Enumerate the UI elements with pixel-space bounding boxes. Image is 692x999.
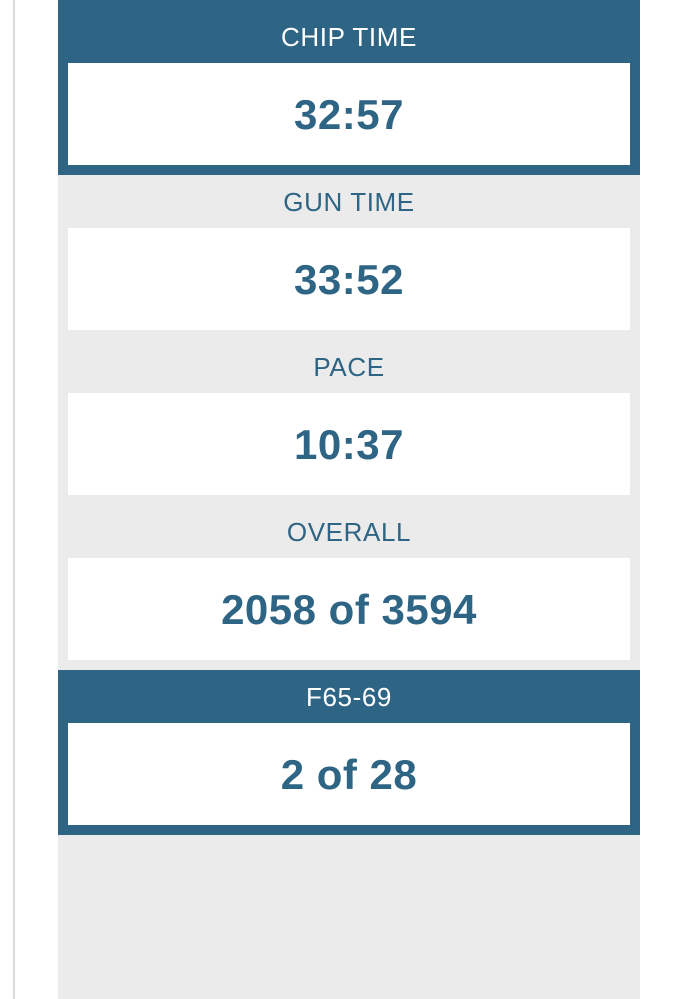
stat-block-overall xyxy=(58,505,640,670)
stat-value-wrap-pace xyxy=(58,393,640,505)
stat-block-gun-time xyxy=(58,175,640,340)
stat-value-age-group: 2 of 28 xyxy=(68,723,630,825)
stat-value-chip-time: 32:57 xyxy=(68,63,630,165)
stat-label-overall: OVERALL xyxy=(286,517,412,547)
stat-value-wrap-gun-time xyxy=(58,228,640,340)
stat-block-age-group xyxy=(58,670,640,835)
stat-block-chip-time xyxy=(58,0,640,175)
stat-value-wrap-age-group xyxy=(58,723,640,835)
left-rail-divider xyxy=(13,0,15,999)
stat-value-overall: 2058 of 3594 xyxy=(68,558,630,660)
stat-block-pace xyxy=(58,340,640,505)
left-rail xyxy=(0,0,14,999)
stat-value-wrap-chip-time xyxy=(58,63,640,175)
stat-label-chip-time: CHIP TIME xyxy=(281,22,417,52)
stat-value-wrap-overall xyxy=(58,558,640,670)
stat-value-gun-time: 33:52 xyxy=(68,228,630,330)
stat-value-pace: 10:37 xyxy=(68,393,630,495)
race-results-panel xyxy=(58,0,640,999)
stat-label-age-group: F65-69 xyxy=(306,682,392,712)
stat-label-pace: PACE xyxy=(313,352,385,382)
stat-label-gun-time: GUN TIME xyxy=(283,187,415,217)
